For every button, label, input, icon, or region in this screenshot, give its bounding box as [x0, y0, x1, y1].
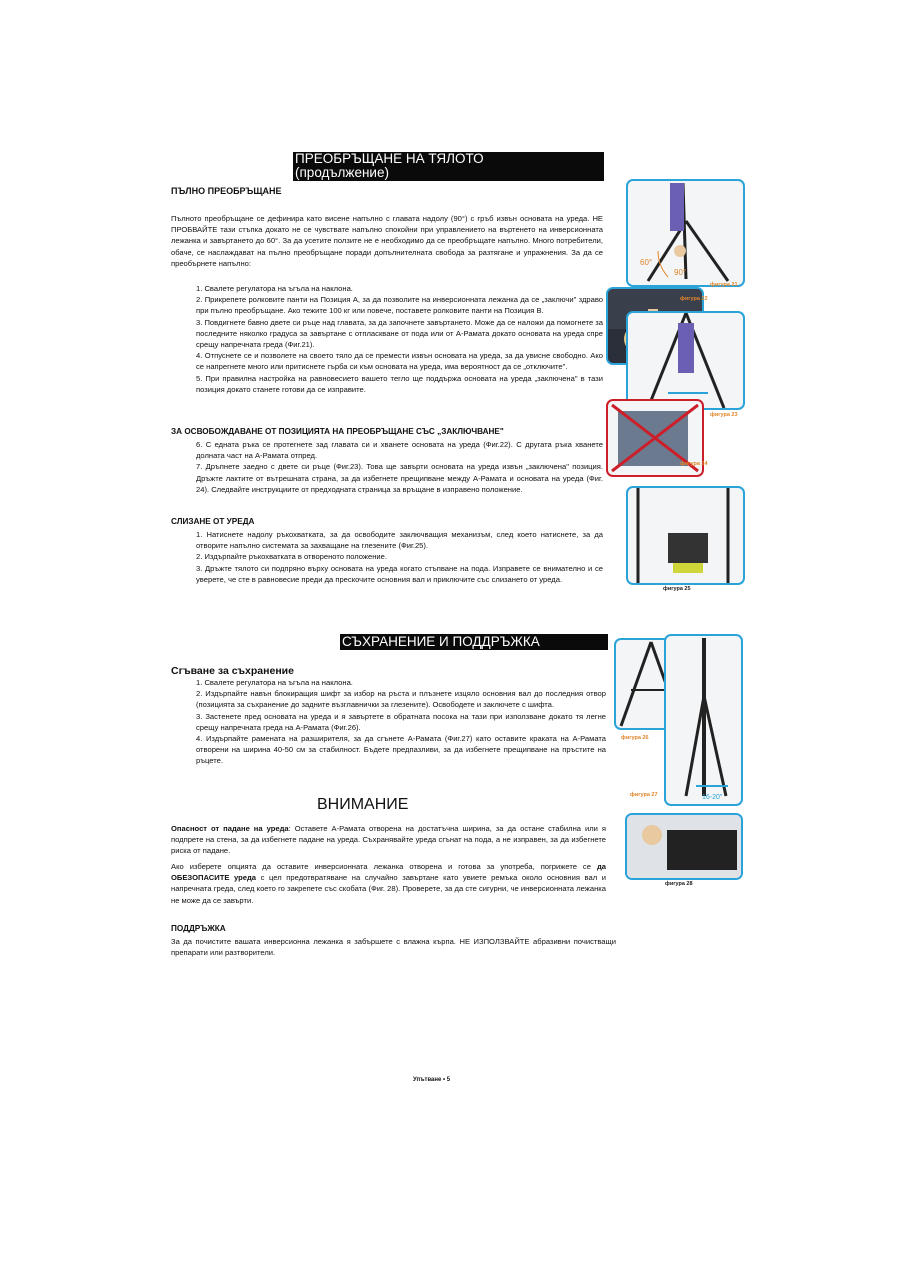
- step-item: 3. Дръжте тялото си подпряно върху основата на уреда когато стъпване на пода. Изправете се внимателно и се уверете, че сте в равновесие преди да прескочите основния вал и приключите със слизането от уреда.: [196, 563, 603, 584]
- warning-hazard-label: Опасност от падане на уреда: [171, 824, 289, 833]
- warning-text: с цел предотвратяване на случайно завъртане като увиете ремъка около основния вал и напречната греда, след което го закрепете със скобата (Фиг. 28). Проверете, за да сте сигурни, че инверсионната лежанка не може да се завърти.: [171, 873, 606, 905]
- step-item: 3. Повдигнете бавно двете си ръце над главата, за да започнете завъртането. Може да се наложи да помогнете за последните няколко градуса за завъртане с отпласкване от пода или от А-Рамата докато основата на уреда спре срещу напречната греда (Фиг.21).: [196, 317, 603, 350]
- step-item: 4. Отпуснете се и позволете на своето тяло да се премести извън основата на уреда, за да увисне свободно. Ако се напрегнете много или притиснете гърба си към основата на уреда, има вероятност да се „отключите".: [196, 351, 603, 372]
- figure-26-caption: фигура 26: [621, 735, 649, 741]
- step-item: 6. С едната ръка се протегнете зад главата си и хванете основата на уреда (Фиг.22). С другата ръка хванете долната част на А-Рамата отпред.: [196, 440, 603, 461]
- step-item: 2. Издърпайте навън блокиращия шифт за избор на ръста и плъзнете изцяло основния вал до последния отвор (позицията за съхранение до задните възглавнички за глезените). Освободете и заключете с шифта.: [196, 689, 606, 710]
- step-item: 5. При правилна настройка на равновесието вашето тегло ще поддържа основата на уреда „заключена" в тази позиция докато станете готови да се изправите.: [196, 373, 603, 394]
- width-label: 16-20": [702, 794, 723, 801]
- section-header-storage: СЪХРАНЕНИЕ И ПОДДРЪЖКА: [340, 634, 608, 650]
- maintenance-title: ПОДДРЪЖКА: [171, 924, 226, 933]
- figure-21-caption: фигура 21: [710, 282, 738, 288]
- figure-23-image: [626, 311, 745, 410]
- angle-90-label: 90°: [674, 268, 687, 277]
- maintenance-text: За да почистите вашата инверсионна лежанка я забършете с влажна кърпа. НЕ ИЗПОЛЗВАЙТЕ абразивни почистващи препарати или разтворители.: [171, 937, 616, 958]
- step-item: 4. Издърпайте рамената на разширителя, за да сгънете А-Рамата (Фиг.27) като оставите краката на А-Рамата отворени на ширина 40-50 см за стабилност. Бъдете предпазливи, за да избегнете прещипване на пръстите на ръцете.: [196, 734, 606, 766]
- warning-paragraph-1: [171, 823, 606, 857]
- figure-22-caption: фигура 22: [680, 296, 708, 302]
- warning-secure-label: да ОБЕЗОПАСИТЕ уреда: [171, 862, 606, 883]
- warning-title: ВНИМАНИЕ: [317, 796, 409, 813]
- dismount-steps: [196, 529, 603, 585]
- step-item: 2. Прикрепете ролковите панти на Позиция А, за да позволите на инверсионната лежанка да се „заключи" здраво при пълно преобръщане. Ако тежите 100 кг или повече, поставете ролковите панти на Позиция В.: [196, 295, 603, 316]
- figure-23-caption: фигура 23: [710, 412, 738, 418]
- dismount-title: СЛИЗАНЕ ОТ УРЕДА: [171, 517, 255, 526]
- figure-28-image: [625, 813, 743, 880]
- warning-paragraph-2: [171, 861, 606, 906]
- figure-27-caption: фигура 27: [630, 792, 658, 798]
- figure-28-caption: фигура 28: [665, 881, 693, 887]
- figure-27-image: [664, 634, 743, 806]
- full-inversion-title: ПЪЛНО ПРЕОБРЪЩАНЕ: [171, 186, 282, 196]
- release-steps: [196, 439, 603, 495]
- figure-25-image: [626, 486, 745, 585]
- section-header-subtitle: (продължение): [295, 165, 389, 180]
- release-title: ЗА ОСВОБОЖДАВАНЕ ОТ ПОЗИЦИЯТА НА ПРЕОБРЪЩАНЕ СЪС „ЗАКЛЮЧВАНЕ": [171, 427, 504, 436]
- warning-text: Ако изберете опцията да оставите инверсионната лежанка отворена и готова за употреба, погрижете се: [171, 862, 597, 871]
- section-header-inversion: [293, 152, 604, 181]
- step-item: 1. Натиснете надолу ръкохватката, за да освободите заключващия механизъм, след което натиснете, за да отворите напълно системата за захващане на глезените (Фиг.25).: [196, 530, 603, 551]
- full-inversion-steps: [196, 283, 603, 395]
- step-item: 7. Дръпнете заедно с двете си ръце (Фиг.23). Това ще завърти основата на уреда извън „заключена" позиция. Дръжте лактите от вътрешната страна, за да избегнете прещипване между А-Рамата и основата на уреда (Фиг. 24). Следвайте инструкциите от предходната страница за връщане в изправено положение.: [196, 462, 603, 494]
- step-item: 2. Издърпайте ръкохватката в отвореното положение.: [196, 552, 387, 562]
- step-item: 1. Свалете регулатора на ъгъла на наклона.: [196, 284, 353, 293]
- warning-text: : Оставете А-Рамата отворена на достатъчна ширина, за да остане стабилна или я подпрете на стена, за да избегнете падане на уреда. Съхранявайте уреда сгънат на пода, а не изправен, за да избегнете риска от падане.: [171, 824, 606, 856]
- section-header-title: ПРЕОБРЪЩАНЕ НА ТЯЛОТО: [295, 151, 484, 166]
- step-item: 1. Свалете регулатора на ъгъла на наклона.: [196, 678, 353, 687]
- folding-steps: [196, 677, 606, 767]
- figure-21-image: [626, 179, 745, 287]
- page-footer: Упътване • 5: [413, 1077, 451, 1083]
- angle-60-label: 60°: [640, 258, 653, 267]
- folding-title: Сгъване за съхранение: [171, 665, 294, 677]
- full-inversion-intro: Пълното преобръщане се дефинира като висене напълно с главата надолу (90°) с гръб извън основата на уреда. НЕ ПРОБВАЙТЕ тази стъпка докато не се чувствате напълно спокойни при управлението на въртенето на инверсионната лежанка и завъртането до 60°. За да усетите ползите не е необходимо да се преобръщате напълно. Много потребители, обаче, се наслаждават на пълно преобръщане поради допълнителната свобода за разтягане и упражнения. За да се преобърнете напълно:: [171, 214, 603, 268]
- step-item: 3. Застенете пред основата на уреда и я завъртете в обратната посока на тази при използване докато тя легне срещу напречната греда на А-Рамата (Фиг.26).: [196, 711, 606, 732]
- figure-24-caption: фигура 24: [680, 461, 708, 467]
- figure-25-caption: фигура 25: [663, 586, 691, 592]
